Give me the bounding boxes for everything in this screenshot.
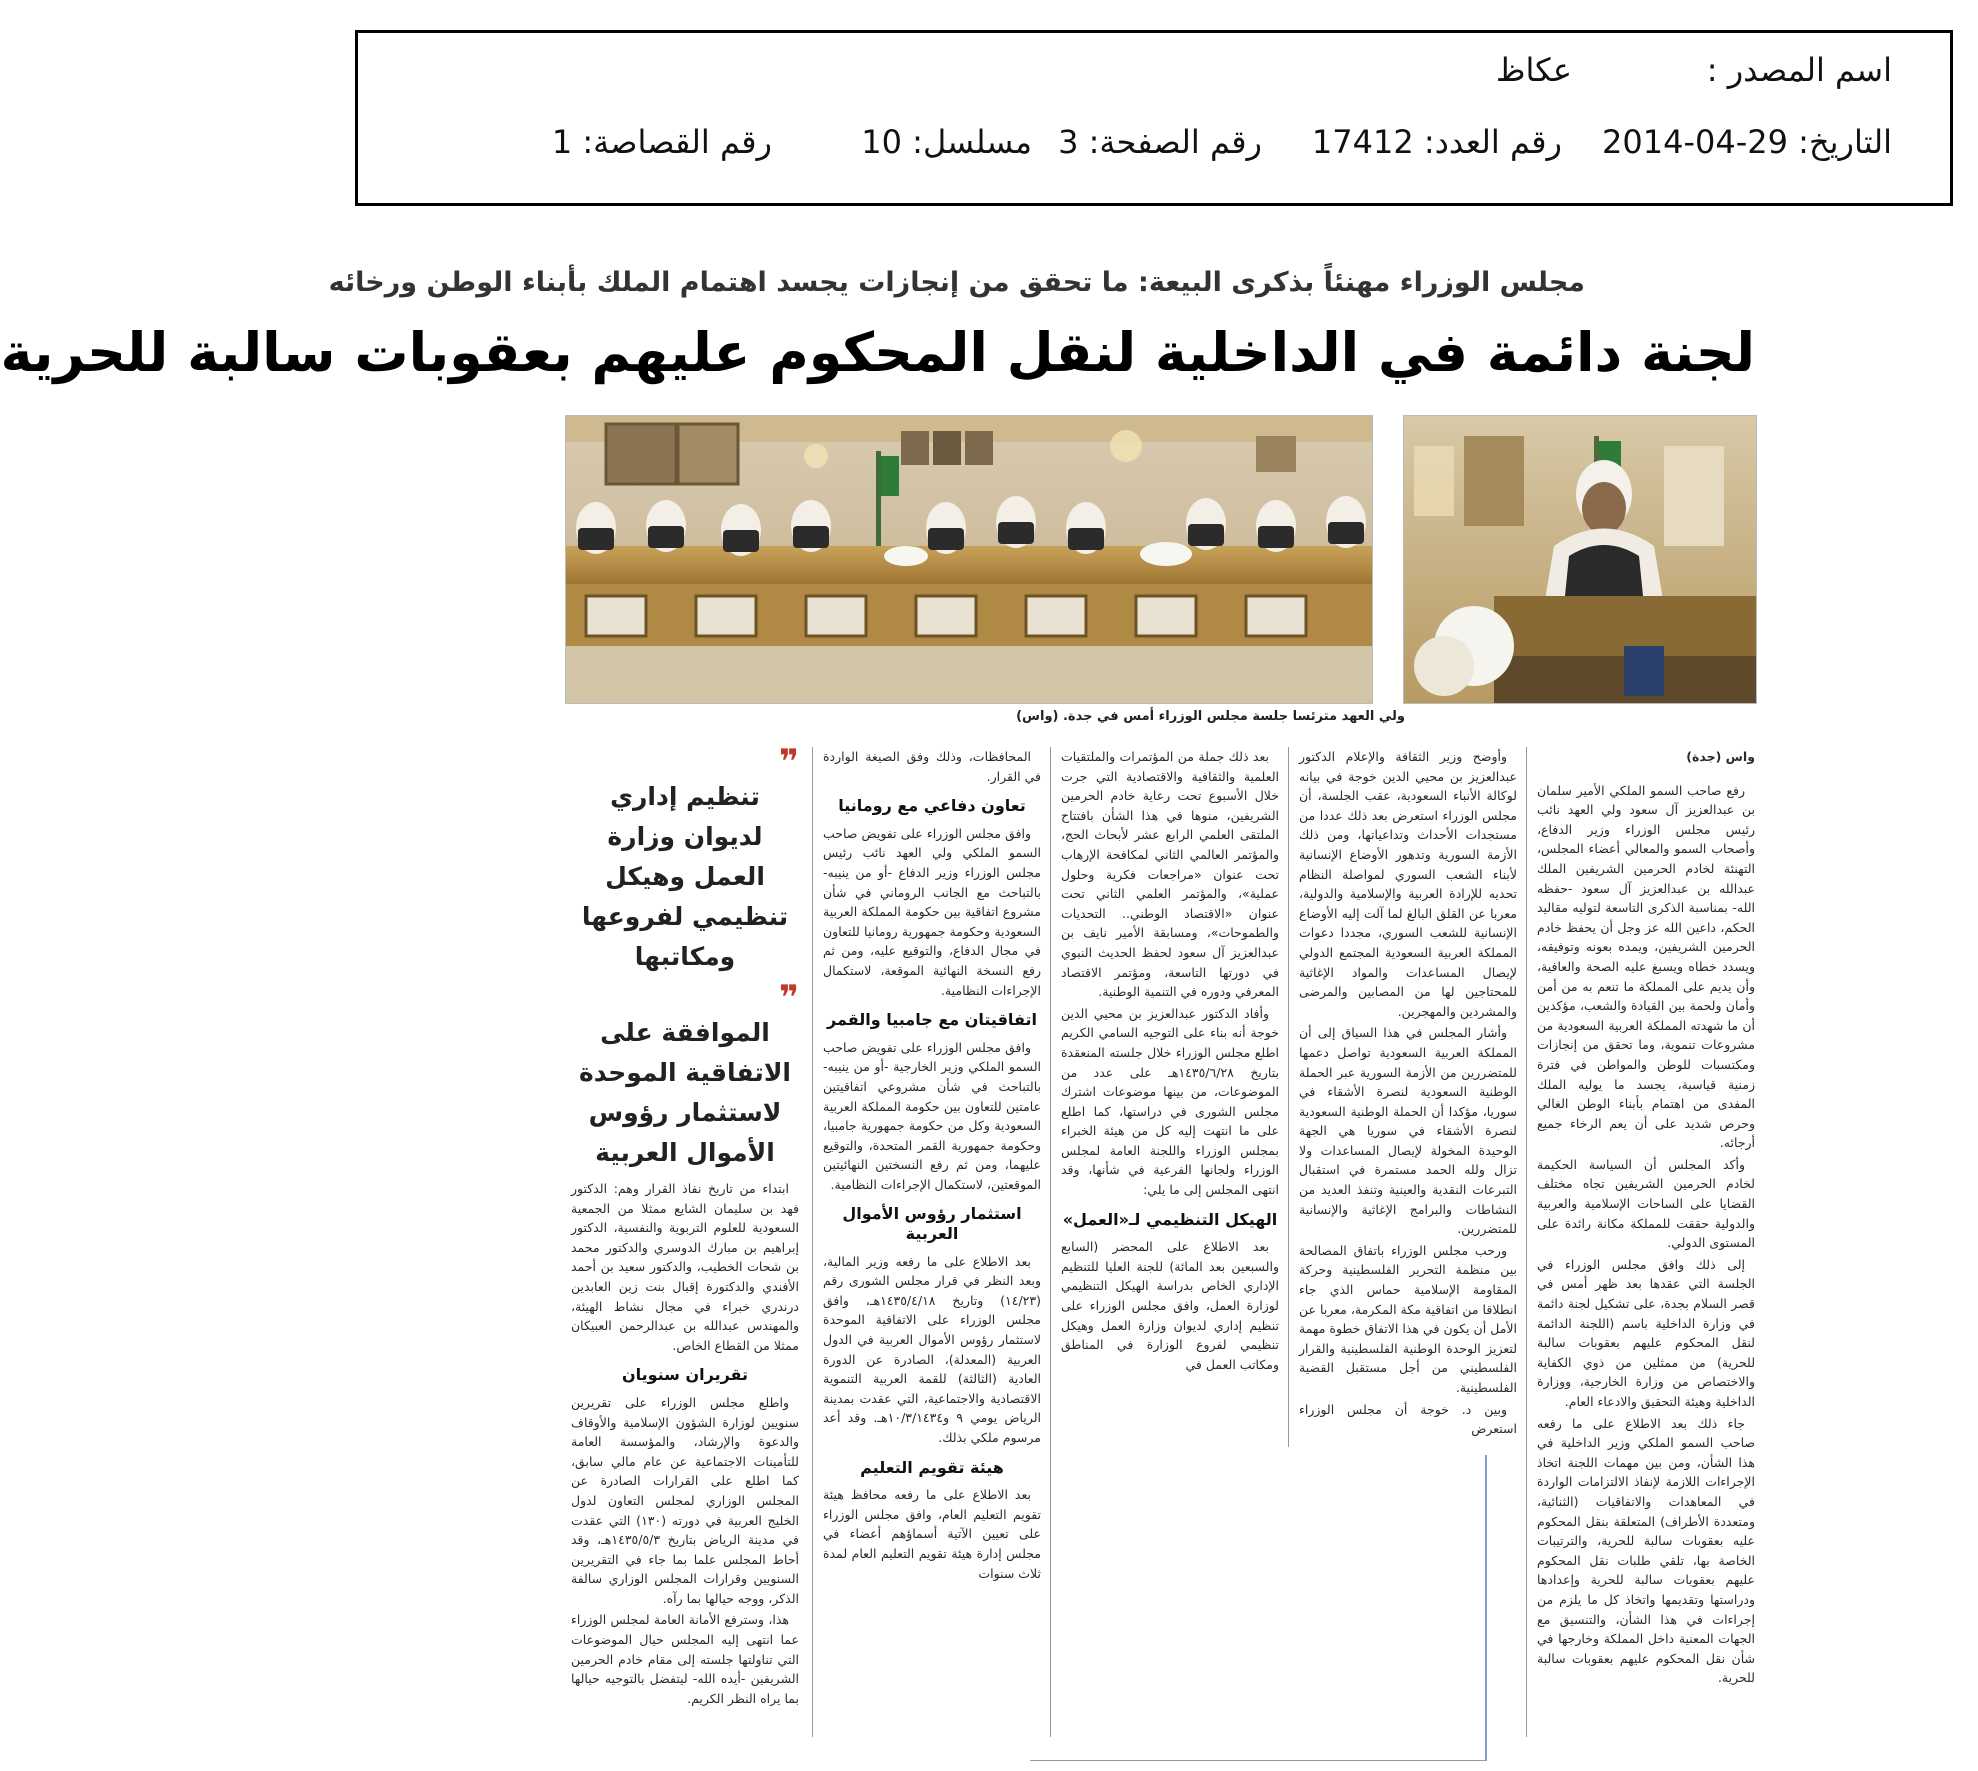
paragraph: وأوضح وزير الثقافة والإعلام الدكتور عبدالعزيز بن محيي الدين خوجة في بيانه لوكالة الأنباء السعودية، عقب الجلسة، أن مجلس الوزراء استعرض بعد ذلك عددا من مستجدات الأحداث وتداعياتها، ومن ذلك الأزمة السورية وتدهور الأوضاع الإنسانية لأبناء الشعب السوري لمواصلة النظام تحديه للإرادة العربية والإسلامية والدولية، معربا عن القلق البالغ لما آلت إليه الأوضاع الإنسانية للشعب السوري، مجددا دعوات المملكة العربية السعودية المجتمع الدولي لإيصال المساعدات والمواد الإغاثية للمحتاجين لها من المصابين والمرضى والمشردين والمهجرين. xyxy=(1299,749,1517,1019)
paragraph: ورحب مجلس الوزراء باتفاق المصالحة بين منظمة التحرير الفلسطينية وحركة المقاومة الإسلامية حماس الذي جاء انطلاقا من اتفاقية مكة المكرمة، معربا عن الأمل أن يكون في هذا الاتفاق خطوة مهمة لتعزيز الوحدة الوطنية الفلسطينية والقرار الفلسطيني من أجل مستقبل القضية الفلسطينية. xyxy=(1299,1242,1517,1395)
paragraph: ابتداء من تاريخ نفاذ القرار وهم: الدكتور فهد بن سليمان الشايع ممثلا من الجمعية السعودية للعلوم التربوية والنفسية، الدكتور إبراهيم بن مبارك الدوسري والدكتور محمد بن شحات الخطيب، والدكتور سعيد بن أحمد الأفندي والدكتورة إقبال بنت زين العابدين درندري خبراء في مجال نشاط الهيئة، والمهندس عبدالله بن عبدالرحمن العبيكان ممثلا من القطاع الخاص. xyxy=(571,1181,799,1353)
issue-number-field: رقم العدد: 17412 xyxy=(1311,123,1562,161)
subheading-gambia-comoros: اتفاقيتان مع جامبيا والقمر xyxy=(827,1010,1037,1030)
quote-mark-icon: ❞ xyxy=(779,742,799,782)
subheading-labor-structure: الهيكل التنظيمي لـ«العمل» xyxy=(1062,1209,1278,1229)
subheading-annual-reports: تقريران سنويان xyxy=(621,1365,749,1385)
article-column-4 xyxy=(823,747,1041,1747)
newspaper-clipping xyxy=(0,235,1755,1765)
blank-ad-area xyxy=(1030,1455,1487,1761)
paragraph: جاء ذلك بعد الاطلاع على ما رفعه صاحب السمو الملكي وزير الداخلية في هذا الشأن، ومن بين مهمات اللجنة اتخاذ الإجراءات اللازمة لإنفاذ الالتزامات الواردة في المعاهدات والاتفاقيات (الثنائية، ومتعددة الأطراف) المتعلقة بنقل المحكوم عليه بعقوبات سالبة للحرية، والترتيبات الخاصة بها، تلقي طلبات نقل المحكوم عليهم بعقوبات سالبة للحرية وإعدادها ودراستها وتقديمها واتخاذ كل ما يلزم من إجراءات في هذا الشأن، والتنسيق مع الجهات المعنية داخل المملكة وخارجها في شأن نقل المحكوم عليهم بعقوبات سالبة للحرية. xyxy=(1537,1415,1755,1686)
article-column-2 xyxy=(1299,747,1517,1447)
paragraph: وأكد المجلس أن السياسة الحكيمة لخادم الحرمين الشريفين تجاه مختلف القضايا على الساحات الإسلامية والعربية والدولية حققت للمملكة مكانة رائدة على المستوى الدولي. xyxy=(1537,1156,1755,1251)
article-kicker: مجلس الوزراء مهنئاً بذكرى البيعة: ما تحقق من إنجازات يجسد اهتمام الملك بأبناء الوطن ورخائه xyxy=(328,267,1585,298)
subheading-arab-investment: استثمار رؤوس الأموال العربية xyxy=(842,1204,1022,1244)
paragraph: بعد الاطلاع على ما رفعه وزير المالية، وبعد النظر في قرار مجلس الشورى رقم (١٤/٢٣) وتاريخ ١٤٣٥/٤/١٨هـ، وافق مجلس الوزراء على الاتفاقية الموحدة لاستثمار رؤوس الأموال العربية في الدول العربية (المعدلة)، الصادرة عن الدورة العادية (الثالثة) للقمة العربية التنموية الاقتصادية والاجتماعية، التي عقدت بمدينة الرياض يومي ٩ و١٠/٣/١٤٣٤هـ. وقد أعد مرسوم ملكي بذلك. xyxy=(823,1253,1042,1445)
paragraph: إلى ذلك وافق مجلس الوزراء في الجلسة التي عقدها بعد ظهر أمس في قصر السلام بجدة، على تشكيل لجنة دائمة في وزارة الداخلية باسم (اللجنة الدائمة لنقل المحكوم عليهم بعقوبات سالبة للحرية) من ممثلين من ذوي الكفاية والاختصاص من وزارة الخارجية، ووزارة الداخلية وهيئة التحقيق والادعاء العام. xyxy=(1537,1256,1755,1409)
paragraph: وافق مجلس الوزراء على تفويض صاحب السمو الملكي وزير الخارجية -أو من ينيبه- بالتباحث في شأن مشروعي اتفاقيتين عامتين للتعاون بين حكومة المملكة العربية السعودية وكل من حكومة جمهورية جامبيا، وحكومة جمهورية القمر المتحدة، والتوقيع عليهما، ومن ثم رفع النسختين النهائيتين الموقعتين، لاستكمال الإجراءات النظامية. xyxy=(823,1039,1041,1192)
paragraph: المحافظات، وذلك وفق الصيغة الواردة في القرار. xyxy=(823,749,1041,784)
subheading-romania: تعاون دفاعي مع رومانيا xyxy=(838,796,1026,816)
paragraph: رفع صاحب السمو الملكي الأمير سلمان بن عبدالعزيز آل سعود ولي العهد نائب رئيس مجلس الوزراء وزير الدفاع، وأصحاب السمو والمعالي أعضاء المجلس، التهنئة لخادم الحرمين الشريفين الملك عبدالله بن عبدالعزيز آل سعود -حفظه الله- بمناسبة الذكرى التاسعة لتوليه مقاليد الحكم، داعين الله عز وجل أن يحفظ خادم الحرمين الشريفين، ويمده بعونه وتوفيقه، ويسدد خطاه ويسبغ عليه الصحة والعافية، وأن يديم على المملكة ما تنعم به من أمن وأمان ولحمة بين القيادة والشعب، مؤكدين أن ما شهدته المملكة العربية السعودية من مشروعات تنموية، وما تحقق من إنجازات ومكتسبات للوطن والمواطن في فترة زمنية قياسية، يجسد ما يوليه الملك المفدى من اهتمام بأبناء الوطن الغالي وحرص شديد على أن يعم الرخاء جميع أرجائه. xyxy=(1537,782,1755,1151)
page-number-field: رقم الصفحة: 3 xyxy=(1058,123,1262,161)
source-label: اسم المصدر : xyxy=(1706,51,1892,89)
date-field: التاريخ: 29-04-2014 xyxy=(1602,123,1892,161)
article-headline: لجنة دائمة في الداخلية لنقل المحكوم عليهم بعقوبات سالبة للحرية xyxy=(0,321,1755,384)
dateline: واس (جدة) xyxy=(1686,749,1755,764)
article-column-1 xyxy=(1537,747,1755,1747)
photo-caption: ولي العهد مترئسا جلسة مجلس الوزراء أمس في جدة. (واس) xyxy=(1016,709,1405,724)
paragraph: وافق مجلس الوزراء على تفويض صاحب السمو الملكي ولي العهد نائب رئيس مجلس الوزراء وزير الدفاع -أو من ينيبه- بالتباحث مع الجانب الروماني في شأن مشروع اتفاقية بين حكومة المملكة العربية السعودية وحكومة جمهورية رومانيا للتعاون في مجال الدفاع، والتوقيع عليه، ومن ثم رفع النسخة النهائية الموقعة، لاستكمال الإجراءات النظامية. xyxy=(823,825,1041,998)
paragraph: بعد الاطلاع على المحضر (السابع والسبعين بعد المائة) للجنة العليا للتنظيم الإداري الخاص بدراسة الهيكل التنظيمي لوزارة العمل، وافق مجلس الوزراء على تنظيم إداري لديوان وزارة العمل وهيكل تنظيمي لفروع الوزارة في المناطق ومكاتب العمل في xyxy=(1061,1239,1279,1372)
cabinet-meeting-photo xyxy=(565,415,1373,704)
crown-prince-photo xyxy=(1403,415,1757,704)
column-divider xyxy=(1288,747,1289,1447)
paragraph: بعد الاطلاع على ما رفعه محافظ هيئة تقويم التعليم العام، وافق مجلس الوزراء على تعيين الآتية أسماؤهم أعضاء في مجلس إدارة هيئة تقويم التعليم العام لمدة ثلاث سنوات xyxy=(823,1487,1041,1581)
paragraph: وأشار المجلس في هذا السياق إلى أن المملكة العربية السعودية تواصل دعمها للمتضررين من الأزمة السورية عبر الحملة الوطنية السعودية لنصرة الأشقاء في سوريا، مؤكدا أن الحملة الوطنية السعودية لنصرة الأشقاء في سوريا هي الجهة الوحيدة المخولة لإيصال المساعدات ولا تزال ولله الحمد مستمرة في استقبال التبرعات النقدية والعينية وتنفذ العديد من النشاطات والبرامج الإغاثية والإنسانية للمتضررين. xyxy=(1299,1025,1517,1237)
pull-quote-investment: الموافقة على الاتفاقية الموحدة لاستثمار رؤوس الأموال العربية xyxy=(579,1018,791,1167)
paragraph: هذا، وسترفع الأمانة العامة لمجلس الوزراء عما انتهى إليه المجلس حيال الموضوعات التي تناولتها جلسته إلى مقام خادم الحرمين الشريفين -أيده الله- ليتفضل بالتوجيه حيالها بما يراه النظر الكريم. xyxy=(571,1612,799,1706)
clip-number-field: رقم القصاصة: 1 xyxy=(551,123,772,161)
paragraph: واطلع مجلس الوزراء على تقريرين سنويين لوزارة الشؤون الإسلامية والأوقاف والدعوة والإرشاد، والمؤسسة العامة للتأمينات الاجتماعية عن عام مالي سابق، كما اطلع على القرارات الصادرة عن المجلس الوزاري لمجلس التعاون لدول الخليج العربية في دورته (١٣٠) التي عقدت في مدينة الرياض بتاريخ ١٤٣٥/٥/٣هـ، وقد أحاط المجلس علما بما جاء في التقريرين السنويين وقرارات المجلس الوزاري سالفة الذكر، ووجه حيالها بما رآه. xyxy=(571,1394,799,1606)
pull-quote-labor: تنظيم إداري لديوان وزارة العمل وهيكل تنظيمي لفروعها ومكاتبها xyxy=(581,782,789,971)
paragraph: وأفاد الدكتور عبدالعزيز بن محيي الدين خوجة أنه بناء على التوجيه السامي الكريم اطلع مجلس الوزراء خلال جلسته المنعقدة بتاريخ ١٤٣٥/٦/٢٨هـ على عدد من الموضوعات، من بينها موضوعات اشترك مجلس الشورى في دراستها، كما اطلع على ما انتهت إليه كل من هيئة الخبراء بمجلس الوزراء واللجنة العامة لمجلس الوزراء ولجانها الفرعية في شأنها، وقد انتهى المجلس إلى ما يلي: xyxy=(1061,1005,1279,1198)
paragraph: بعد ذلك جملة من المؤتمرات والملتقيات العلمية والثقافية والاقتصادية التي جرت خلال الأسبوع تحت رعاية خادم الحرمين الشريفين، منوها في هذا الشأن بافتتاح الملتقى العلمي الرابع عشر لأبحاث الحج، والمؤتمر العالمي الثاني لمكافحة الإرهاب تحت عنوان «مراجعات فكرية وحلول عملية»، والمؤتمر العلمي الثاني تحت عنوان «الاقتصاد الوطني.. التحديات والطموحات»، ومسابقة الأمير نايف بن عبدالعزيز آل سعود لحفظ الحديث النبوي في دورتها التاسعة، ومؤتمر الاقتصاد المعرفي ودوره في التنمية الوطنية. xyxy=(1061,749,1279,1000)
clipping-header-box xyxy=(355,30,1953,206)
quote-mark-icon: ❞ xyxy=(779,978,799,1018)
article-column-3 xyxy=(1061,747,1279,1447)
column-divider xyxy=(1526,747,1527,1737)
paragraph: وبين د. خوجة أن مجلس الوزراء استعرض xyxy=(1299,1401,1517,1437)
column-divider xyxy=(812,747,813,1737)
article-column-5 xyxy=(571,742,799,1747)
source-value: عكاظ xyxy=(1495,51,1572,89)
subheading-education-evaluation: هيئة تقويم التعليم xyxy=(860,1457,1004,1477)
serial-field: مسلسل: 10 xyxy=(861,123,1032,161)
